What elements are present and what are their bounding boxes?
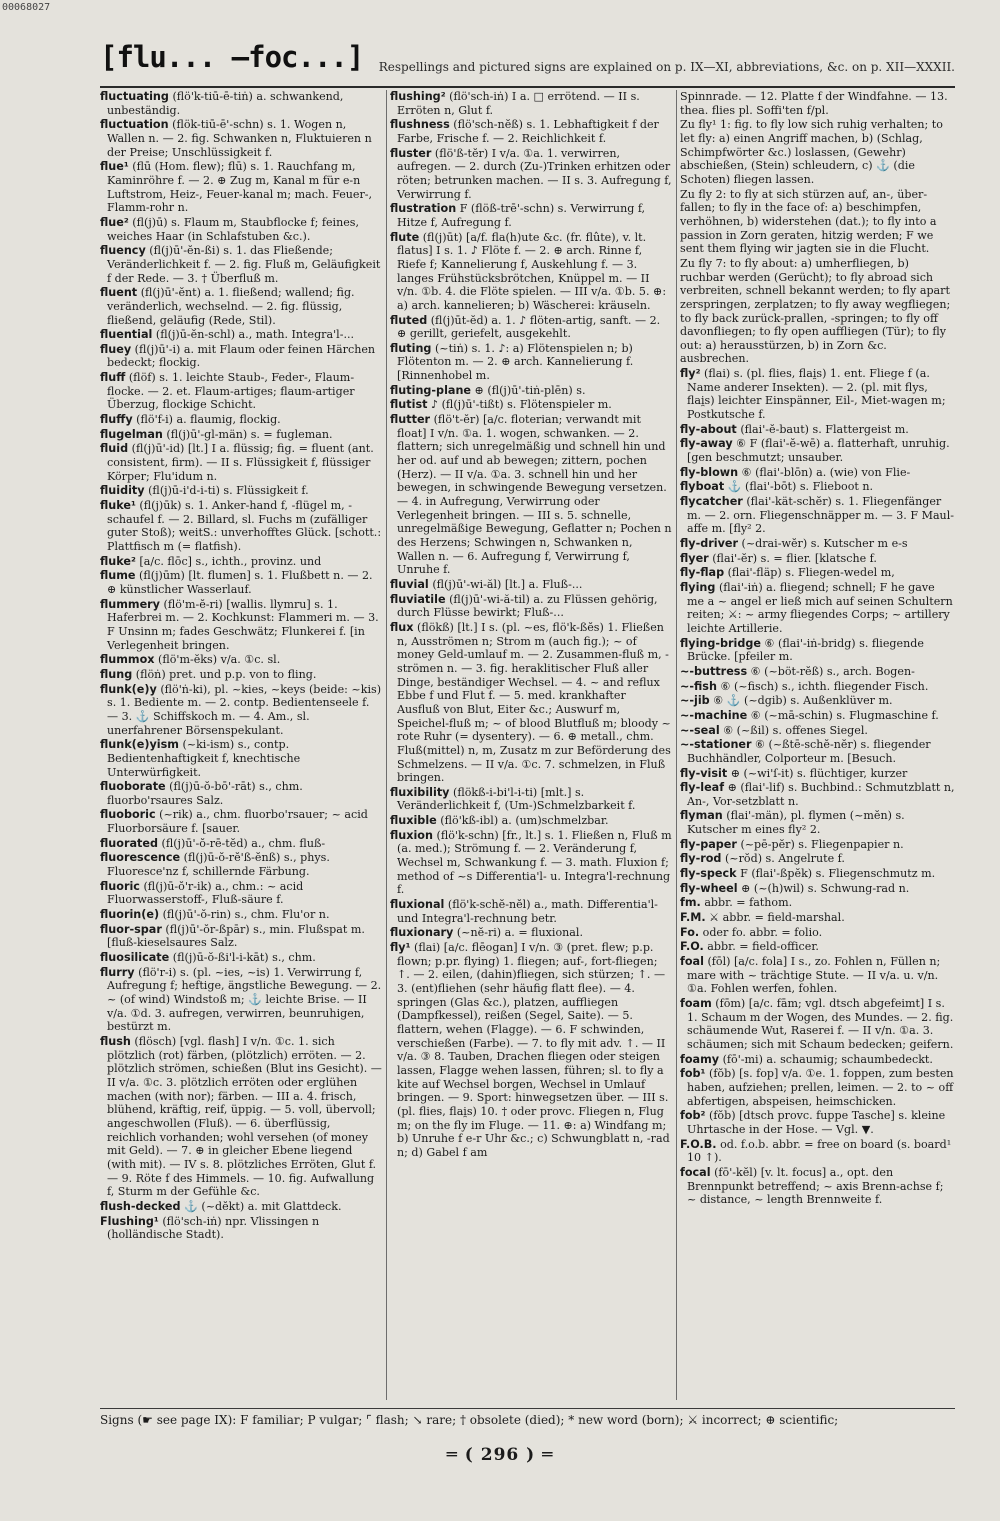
entry-definition: (flai'-ĕ-baut) s. Flattergeist m. [740,422,909,436]
dictionary-entry [100,555,382,569]
entry-definition: ⑥ (flai'-iṅ-bridg) s. fliegende Brücke. [pfeiler m. [687,636,924,664]
entry-headword: flying-bridge [680,636,762,650]
dictionary-entry [100,499,382,554]
entry-definition: (fō'-kĕl) [v. lt. focus] a., opt. den Brennpunkt betreffend; ~ axis Brenn-achse f; ~ distance, ~ length Brennweite f. [687,1165,944,1207]
entry-headword: flue² [100,215,129,229]
entry-headword: fluorated [100,836,158,850]
entry-headword: fluential [100,328,153,342]
dictionary-entry [100,216,382,243]
entry-definition: ⑥ ⚓ (~dgib) s. Außenklüver m. [713,694,893,708]
entry-definition: (fl(j)ūt-ĕd) a. 1. ♪ flöten-artig, sanft. — 2. ⊕ gerillt, geriefelt, ausgekehlt. [397,313,661,341]
entry-definition: (flö't-ĕr) [a/c. floterian; verwandt mit float] I v/n. ①a. 1. wogen, schwanken. — 2. flattern; sich unregelmäßig und schnell hin und her od. auf und ab bewegen; zittern, pochen (Herz). — II v/a. ①a. 3. schnell hin und her bewegen, in schwingende Bewegung versetzen. — 4. in Aufregung, Verwirrung oder Verlegenheit bringen. — III s. 5. schnelle, unregelmäßige Bewegung, Geflatter n; Pochen n des Herzens; Schwingen n, Schwanken n, Wallen n. — 6. Aufregung f, Verwirrung f, Unruhe f. [397,413,672,577]
entry-definition: ⚓ (~dĕkt) a. mit Glattdeck. [184,1199,342,1213]
entry-headword: ~-stationer [680,738,752,752]
dictionary-entry [680,495,955,536]
dictionary-entry [680,867,955,881]
entry-headword: foamy [680,1052,720,1066]
entry-definition: ⑥ (flai'-blōn) a. (wie) von Flie- [741,465,911,479]
entry-headword: fluctuation [100,118,169,132]
entry-headword: flutter [390,413,431,427]
entry-definition: (fōm) [a/c. fām; vgl. dtsch abgefeimt] I s. 1. Schaum m der Wogen, des Mundes. — 2. fig. schäumende Wut, Raserei f. — II v/n. ①a. 3. schäumen; sich mit Schaum bedecken; geifern. [687,997,954,1051]
column-divider [676,90,677,1400]
entry-range-heading: [flu... —foc...] [100,40,364,74]
entry-definition: (~nĕ-ri) a. = fluxional. [456,926,583,940]
entry-definition: (fl(j)ū-ŏ-bō'-rāt) s., chm. fluorbo'rsaures Salz. [107,780,303,807]
dictionary-entry [390,593,672,620]
entry-definition: Zu fly¹ 1: fig. to fly low sich ruhig verhalten; to let fly: a) einen Angriff machen, b) (Schlag, Schimpfwörter &c.) loslassen, (Gewehr) abschießen, (Stein) schleudern, c) ⚓ (die Schoten) fliegen lassen. [680,118,943,186]
entry-headword: fly-visit [680,766,728,780]
dictionary-entry [680,466,955,480]
column-1 [100,90,382,1400]
entry-headword: flyman [680,809,723,823]
dictionary-entry [680,767,955,781]
dictionary-entry [100,286,382,327]
entry-definition: (flö'm-ĕks) v/a. ①c. sl. [158,653,281,667]
dictionary-entry [390,578,672,592]
entry-definition: oder fo. abbr. = folio. [702,925,823,939]
entry-headword: flying [680,580,716,594]
entry-definition: (fŏb) [dtsch provc. fuppe Tasche] s. kleine Uhrtasche in der Hose. — Vgl. ▼. [687,1109,946,1136]
entry-headword: Fo. [680,925,700,939]
entry-definition: (flö'ṅ-ki), pl. ~kies, ~keys (beide: ~kis) s. 1. Bediente m. — 2. contp. Bedientenseele f. — 3. ⚓ Schiffskoch m. — 4. Am., sl. unerfahrener Börsenspekulant. [107,682,382,737]
dictionary-entry [680,665,955,679]
entry-headword: fluting [390,341,432,355]
dictionary-entry [100,328,382,342]
entry-headword: flyboat [680,480,725,494]
entry-definition: ⚓ (flai'-bōt) s. Flieboot n. [727,480,874,494]
entry-definition: (~ki-ism) s., contp. Bedientenhaftigkeit f, knechtische Unterwürfigkeit. [107,738,301,779]
dictionary-entry [680,680,955,694]
column-3 [680,90,955,1400]
dictionary-entry [100,118,382,159]
entry-headword: flutist [390,398,428,412]
entry-definition: (fl(j)ū-i'd-i-ti) s. Flüssigkeit f. [148,484,309,498]
entry-definition: (flai'-ĕr) s. = flier. [klatsche f. [712,551,877,565]
entry-definition: (fl(j)ūt) [a/f. fla(h)ute &c. (fr. flûte), v. lt. flatus] I s. 1. ♪ Flöte f. — 2. ⊕ arch. Rinne f, Riefe f; Kannelierung f, Auskehlung f. — 3. langes Frühstücksbrötchen, Knüppel m. — II v/n. ①b. 4. die Flöte spielen. — III v/a. ①b. 5. ⊕: a) arch. kannelieren; b) Wäscherei: kräuseln. [397,230,667,312]
dictionary-entry [680,1053,955,1067]
dictionary-entry [100,880,382,907]
entry-headword: fluorin(e) [100,908,160,922]
entry-headword: F.O.B. [680,1137,717,1151]
dictionary-entry [680,709,955,723]
page-header [100,40,955,88]
entry-definition: (~rŏd) s. Angelrute f. [724,852,845,866]
dictionary-entry [390,814,672,828]
entry-headword: fluidity [100,484,145,498]
entry-definition: (fl(j)ū'-ŏ-rē-tĕd) a., chm. fluß- [161,836,326,850]
footer-divider [100,1408,955,1409]
dictionary-entry [680,809,955,836]
entry-headword: fluke¹ [100,499,136,513]
entry-definition: ⑥ (~böt-rĕß) s., arch. Bogen- [750,664,915,678]
entry-headword: flugelman [100,427,163,441]
entry-headword: flyer [680,551,709,565]
entry-definition: ⚔ abbr. = field-marshal. [709,911,845,925]
entry-definition: (flösch) [vgl. flash] I v/n. ①c. 1. sich plötzlich (rot) färben, (plötzlich) erröten. — 2. plötzlich strömen, schießen (Blut ins Gesicht). — II v/a. ①c. 3. plötzlich erröten oder erglühen machen (with nor); färben. — III a. 4. frisch, blühend, kräftig, reif, üppig. — 5. voll, übervoll; angeschwollen (Fluß). — 6. überflüssig, reichlich vorhanden; wohl versehen (of money mit Geld). — 7. ⊕ in gleicher Ebene liegend (with mit). — IV s. 8. plötzliches Erröten, Glut f. — 9. Röte f des Himmels. — 10. fig. Aufwallung f, Sturm m der Gefühle &c. [107,1034,382,1199]
entry-definition: (fl(j)ū-ŏ-rĕ'ß-ĕnß) s., phys. Fluoresce'nz f, schillernde Färbung. [107,851,330,879]
dictionary-entry [680,955,955,996]
entry-headword: fluke² [100,554,136,568]
entry-definition: (fl(j)ū'-ĕn-ßi) s. 1. das Fließende; Veränderlichkeit f. — 2. fig. Fluß m, Geläufigkeit f der Rede. — 3. † Überfluß m. [107,244,381,285]
entry-definition: (flö'sch-nĕß) s. 1. Lebhaftigkeit f der Farbe, Frische f. — 2. Reichlichkeit f. [397,118,659,145]
entry-headword: fluffy [100,413,133,427]
dictionary-entry [680,738,955,765]
entry-headword: fluxionary [390,926,454,940]
entry-headword: fly-flap [680,566,725,580]
dictionary-entry [680,90,955,117]
column-2 [390,90,672,1400]
entry-definition: (fl(j)ū'-id) [lt.] I a. flüssig; fig. = fluent (ant. consistent, firm). — II s. Flüssigkeit f, flüssiger Körper; Flu'idum n. [107,442,374,483]
dictionary-entry [680,566,955,580]
entry-definition: (fl(j)ū-ĕn-schl) a., math. Integra'l-... [155,328,355,342]
entry-headword: fluxibility [390,785,450,799]
entry-definition: (flö'kß-ibl) a. (um)schmelzbar. [440,814,609,828]
signs-legend: Signs (☛ see page IX): F familiar; P vulgar; ⌜ flash; ↘ rare; † obsolete (died); * new word (born); ⚔ incorrect; ⊕ scientific; [100,1413,839,1427]
entry-headword: flush-decked [100,1199,181,1213]
dictionary-entry [680,1067,955,1108]
entry-headword: F.O. [680,940,704,954]
dictionary-entry [390,147,672,202]
dictionary-entry [390,231,672,313]
dictionary-entry [680,437,955,464]
entry-definition: Zu fly 7: to fly about: a) umherfliegen, b) ruchbar werden (Gerücht); to fly abroad sich verbreiten, schnell bekannt werden; to fly apart zerspringen, zerplatzen; to fly away wegfliegen; to fly back zurück-prallen, -springen; to fly off davonfliegen; to fly open auffliegen (Tür); to fly out: a) herausstürzen, b) in Zorn &c. ausbrechen. [680,256,951,366]
dictionary-entry [100,951,382,965]
dictionary-entry [680,838,955,852]
entry-definition: ⑥ (~ßil) s. offenes Siegel. [723,723,868,737]
entry-headword: fluvial [390,577,429,591]
dictionary-entry [390,926,672,940]
entry-definition: (flai'-iṅ) a. fliegend; schnell; F he gave me a ~ angel er ließ mich auf seinen Schultern reiten; ⚔: ~ army fliegendes Corps; ~ artillery leichte Artillerie. [687,580,953,635]
entry-headword: ~-fish [680,679,717,693]
entry-headword: fly-rod [680,852,722,866]
entry-definition: (fl(j)ū) s. Flaum m, Staubflocke f; feines, weiches Haar (in Schlafstuben &c.). [107,215,360,243]
dictionary-entry [100,966,382,1034]
entry-definition: (flö'ß-tĕr) I v/a. ①a. 1. verwirren, aufregen. — 2. durch (Zu-)Trinken erhitzen oder röten; betrunken machen. — II s. 3. Aufregung f, Verwirrung f. [397,146,672,201]
entry-definition: (~pē-pĕr) s. Fliegenpapier n. [740,837,904,851]
dictionary-entry [680,911,955,925]
dictionary-entry [100,668,382,682]
dictionary-entry [680,1109,955,1136]
entry-headword: fob² [680,1109,706,1123]
entry-headword: Flushing¹ [100,1214,159,1228]
entry-headword: fluctuating [100,90,169,103]
dictionary-entry [680,926,955,940]
entry-definition: Zu fly 2: to fly at sich stürzen auf, an-, über-fallen; to fly in the face of: a) beschimpfen, verhöhnen, b) widerstehen (dat.); to fly into a passion in Zorn geraten, hitzig werden; F we sent them flying wir jagten sie in die Flucht. [680,187,937,256]
entry-definition: (flö'sch-iṅ) I a. □ errötend. — II s. Erröten n, Glut f. [397,90,640,117]
entry-definition: ⑥ (~mā-schin) s. Flugmaschine f. [750,708,939,722]
entry-headword: fly-paper [680,837,737,851]
entry-headword: flux [390,620,414,634]
dictionary-entry [390,202,672,229]
entry-definition: ⑥ (~fisch) s., ichth. fliegender Fisch. [720,679,929,693]
entry-definition: Spinnrade. — 12. Platte f der Windfahne. — 13. thea. flies pl. Soffi'ten f/pl. [680,90,948,117]
entry-headword: fob¹ [680,1067,706,1081]
dictionary-entry [100,484,382,498]
entry-headword: flush [100,1034,131,1048]
entry-definition: F (flöß-trē'-schn) s. Verwirrung f, Hitze f, Aufregung f. [397,202,646,229]
entry-headword: fluting-plane [390,383,472,397]
entry-definition: ⊕ (flai'-lif) s. Buchbind.: Schmutzblatt n, An-, Vor-setzblatt n. [687,781,955,808]
dictionary-entry [390,941,672,1160]
entry-definition: ⊕ (~wi'ſ-it) s. flüchtiger, kurzer [730,766,908,780]
dictionary-entry [390,90,672,117]
dictionary-entry [680,1166,955,1207]
dictionary-entry [100,428,382,442]
dictionary-entry [100,160,382,215]
entry-definition: (flö'm-ĕ-ri) [wallis. llymru] s. 1. Haferbrei m. — 2. Kochkunst: Flammeri m. — 3. F Unsinn m; fades Geschwätz; Flunkerei f. [in Verlegenheit bringen. [107,597,379,652]
entry-definition: abbr. = fathom. [704,896,793,910]
entry-definition: ⊕ (~(h)wil) s. Schwung-rad n. [741,881,910,895]
dictionary-entry [680,367,955,422]
entry-headword: flunk(e)yism [100,738,179,752]
entry-definition: (flöf) s. 1. leichte Staub-, Feder-, Flaum-flocke. — 2. et. Flaum-artiges; flaum-artiger Überzug, flockige Schicht. [107,371,355,412]
entry-headword: flycatcher [680,495,743,509]
dictionary-entry [100,780,382,807]
entry-headword: focal [680,1165,711,1179]
entry-headword: fluxion [390,828,433,842]
entry-headword: flue¹ [100,160,129,174]
dictionary-entry [390,829,672,897]
entry-definition: (fl(j)ūm) [lt. flumen] s. 1. Flußbett n. — 2. ⊕ künstlicher Wasserlauf. [107,569,373,596]
dictionary-entry [390,413,672,577]
entry-headword: ~-buttress [680,664,748,678]
entry-headword: fluted [390,313,428,327]
entry-definition: (fl(j)ū'-ŏr-ßpār) s., min. Flußspat m. [fluß-kieselsaures Salz. [107,922,365,950]
dictionary-entry [100,371,382,412]
entry-headword: fly-speck [680,867,737,881]
dictionary-entry [100,413,382,427]
entry-definition: od. f.o.b. abbr. = free on board (s. board¹ 10 ↑). [687,1137,952,1165]
dictionary-entry [680,896,955,910]
entry-headword: fluoborate [100,780,166,794]
entry-headword: fluxional [390,898,445,912]
dictionary-entry [390,786,672,813]
entry-definition: F (flai'-ßpĕk) s. Fliegenschmutz m. [740,867,936,881]
dictionary-entry [100,1200,382,1214]
entry-definition: (flai) [a/c. flēogan] I v/n. ③ (pret. flew; p.p. flown; p.pr. flying) 1. fliegen; auf-, fort-fliegen; ↑. — 2. eilen, (dahin)fliegen, sich stürzen; ↑. — 3. (ent)fliehen (sehr häufig flatt flee). — 4. springen (Glas &c.), platzen, auffliegen (Dampfkessel), reißen (Segel, Saite). — 5. flattern, wehen (Flagge). — 6. F schwinden, verschießen (Farbe). — 7. to fly mit adv. ↑. — II v/a. ③ 8. Tauben, Drachen fliegen oder steigen lassen, Flagge wehen lassen, führen; sl. to fly a kite auf Wechsel borgen, Wechsel in Umlauf bringen. — 9. Sport: hinwegsetzen über. — III s. (pl. flies, flai̯s) 10. † oder provc. Fliegen n, Flug m; on the fly im Fluge. — 11. ⊕: a) Windfang m; b) Unruhe f e-r Uhr &c.; c) Schwungblatt n, -rad n; d) Gabel f am [397,941,670,1159]
entry-headword: flummery [100,597,160,611]
entry-headword: fly² [680,367,701,381]
dictionary-entry [680,694,955,708]
entry-headword: foam [680,997,712,1010]
dictionary-entry [100,923,382,950]
entry-headword: fly-wheel [680,881,738,895]
entry-definition: (flö'f-i) a. flaumig, flockig. [136,413,281,427]
entry-headword: ~-jib [680,694,710,708]
entry-definition: (fōl) [a/c. fola] I s., zo. Fohlen n, Füllen n; mare with ~ trächtige Stute. — II v/a. u. v/n. ①a. Fohlen werfen, fohlen. [687,955,941,996]
entry-definition: (flū (Hom. flew); flū) s. 1. Rauchfang m, Kaminröhre f. — 2. ⊕ Zug m, Kanal m für e-n Luftstrom, Heiz-, Feuer-kanal m; mach. Feuer-, Flamm-rohr n. [107,160,373,215]
entry-headword: ~-seal [680,723,720,737]
dictionary-entry [680,781,955,808]
dictionary-entry [680,423,955,437]
dictionary-entry [100,1215,382,1242]
entry-definition: (flai'-män), pl. flymen (~mĕn) s. Kutscher m eines fly² 2. [687,809,905,837]
entry-definition: abbr. = field-officer. [707,940,819,954]
entry-headword: flustration [390,202,457,216]
scan-id: 00068027 [2,2,51,13]
column-divider [386,90,387,1400]
entry-headword: F.M. [680,911,706,925]
entry-headword: fluid [100,442,129,456]
dictionary-entry [680,552,955,566]
entry-headword: fly-driver [680,537,738,550]
page-number: ═ ( 296 ) ═ [446,1445,554,1465]
dictionary-entry [680,480,955,494]
entry-definition: (fl(j)ū'-gl-män) s. = fugleman. [166,427,333,441]
entry-headword: foal [680,955,704,969]
entry-definition: ⑥ (~ßtē-schĕ-nĕr) s. fliegender Buchhändler, Colporteur m. [Besuch. [687,738,931,765]
entry-headword: flurry [100,965,135,979]
dictionary-entry [680,188,955,256]
entry-headword: fly-leaf [680,781,725,795]
entry-headword: fluosilicate [100,951,170,965]
dictionary-entry [680,997,955,1052]
entry-headword: fluent [100,286,138,300]
entry-definition: (flö'k-schĕ-nĕl) a., math. Differentia'l- und Integra'l-rechnung betr. [397,898,658,925]
entry-headword: flunk(e)y [100,682,157,696]
dictionary-entry [100,1035,382,1199]
dictionary-entry [100,653,382,667]
entry-definition: (flai'-kät-schĕr) s. 1. Fliegenfänger m. — 2. orn. Fliegenschnäpper m. — 3. F Maul-affe m. [fly² 2. [687,495,955,536]
entry-definition: (~tiṅ) s. 1. ♪: a) Flötenspielen n; b) Flötenton m. — 2. ⊕ arch. Kannelierung f. [Rinnenhobel m. [397,341,634,383]
dictionary-entry [680,537,955,551]
dictionary-entry [680,637,955,664]
dictionary-entry [680,257,955,366]
header-note: Respellings and pictured signs are explained on p. IX—XI, abbreviations, &c. on p. XII—XXXII. [378,60,955,74]
entry-definition: (flöṅ) pret. und p.p. von to fling. [135,667,317,681]
entry-headword: fluoboric [100,808,156,822]
entry-headword: fluey [100,342,132,356]
entry-definition: (fl(j)ū'-wi-ă-til) a. zu Flüssen gehörig, durch Flüsse bewirkt; Fluß-... [397,592,658,620]
dictionary-entry [390,384,672,398]
entry-definition: (fō'-mi) a. schaumig; schaumbedeckt. [722,1052,933,1066]
dictionary-entry [100,442,382,483]
entry-headword: fly-blown [680,465,739,479]
entry-definition: (fl(j)ū-ŏ-ßi'l-i-kāt) s., chm. [172,951,316,965]
entry-definition: (fl(j)ū-ŏ'r-ik) a., chm.: ~ acid Fluorwasserstoff-, Fluß-säure f. [107,879,304,907]
entry-definition: (fl(j)ūk) s. 1. Anker-hand f, -flügel m, -schaufel f. — 2. Billard, sl. Fuchs m (zufälliger guter Stoß); weitS.: unverhofftes Glück. [schott.: Plattfisch m (= flatfish). [107,499,382,553]
entry-definition: (~rik) a., chm. fluorbo'rsauer; ~ acid Fluorborsäure f. [sauer. [107,808,368,836]
dictionary-entry [680,852,955,866]
entry-definition: (flai'-fläp) s. Fliegen-wedel m, [727,566,895,580]
entry-headword: fluoric [100,879,140,893]
entry-definition: (flökß-i-bi'l-i-ti) [mlt.] s. Veränderlichkeit f, (Um-)Schmelzbarkeit f. [397,785,636,813]
entry-definition: ♪ (fl(j)ū'-tißt) s. Flötenspieler m. [430,398,612,412]
entry-headword: flushing² [390,90,446,103]
entry-definition: (fl(j)ū'-i) a. mit Flaum oder feinen Härchen bedeckt; flockig. [107,342,376,370]
entry-definition: (fl(j)ū'-wi-ăl) [lt.] a. Fluß-... [432,577,583,591]
entry-headword: fluxible [390,814,437,828]
dictionary-entry [100,683,382,738]
dictionary-columns [100,90,955,1400]
entry-definition: (~drai-wĕr) s. Kutscher m e-s [741,537,908,550]
entry-definition: (flök-tiū-ē'-schn) s. 1. Wogen n, Wallen n. — 2. fig. Schwanken n, Fluktuieren n der Preise; Unschlüssigkeit f. [107,118,372,159]
dictionary-entry [680,118,955,186]
dictionary-entry [100,837,382,851]
dictionary-entry [390,342,672,383]
entry-headword: flushness [390,118,450,132]
dictionary-entry [100,343,382,370]
entry-headword: fly-about [680,422,737,436]
entry-definition: [a/c. flōc] s., ichth., provinz. und [139,554,322,568]
entry-headword: flute [390,230,420,244]
dictionary-entry [100,244,382,285]
entry-headword: fly¹ [390,941,411,955]
entry-definition: (flö'k-schn) [fr., lt.] s. 1. Fließen n, Fluß m (a. med.); Strömung f. — 2. Veränderung f, Wechsel m, Schwankung f. — 3. math. Fluxion f; method of ~s Differentia'l- u. Integra'l-rechnung f. [397,828,672,897]
entry-headword: fluviatile [390,592,446,606]
entry-headword: fluff [100,371,126,385]
entry-definition: (flö'k-tiū-ē-tiṅ) a. schwankend, unbeständig. [107,90,344,117]
entry-definition: (flökß) [lt.] I s. (pl. ~es, flö'k-ßĕs) 1. Fließen n, Ausströmen n; Strom m (auch fig.); ~ of money Geld-umlauf m. — 2. Zusammen-fluß m, -strömen n. — 3. fig. heraklitischer Fluß aller Dinge, beständiger Wechsel. — 4. ~ and reflux Ebbe f und Flut f. — 5. med. krankhafter Ausfluß von Blut, Eiter &c.; Auswurf m, Speichel-fluß m; ~ of blood Blutfluß m; bloody ~ rote Ruhr (= dysentery). — 6. ⊕ metall., chm. Fluß(mittel) n, m, Zusatz m zur Beförderung des Schmelzens. — II v/a. ①c. 7. schmelzen, in Fluß bringen. [397,620,671,785]
entry-headword: fm. [680,896,701,910]
dictionary-entry [680,1138,955,1165]
dictionary-entry [100,598,382,653]
dictionary-entry [390,398,672,412]
entry-definition: ⑥ F (flai'-ĕ-wē) a. flatterhaft, unruhig. [gen beschmutzt; unsauber. [687,437,950,465]
dictionary-entry [680,581,955,636]
dictionary-entry [680,882,955,896]
entry-definition: (fl(j)ū'-ĕnt) a. 1. fließend; wallend; fig. veränderlich, wechselnd. — 2. fig. flüssig, fließend, geläufig (Rede, Stil). [107,286,355,327]
dictionary-entry [390,621,672,785]
dictionary-entry [100,738,382,779]
dictionary-entry [100,908,382,922]
dictionary-entry [390,898,672,925]
dictionary-entry [100,808,382,835]
dictionary-entry [100,90,382,117]
entry-definition: ⊕ (fl(j)ū'-tiṅ-plēn) s. [474,383,586,397]
entry-headword: flummox [100,653,155,667]
entry-headword: fluor-spar [100,922,162,936]
entry-headword: fly-away [680,437,733,451]
entry-definition: (flai) s. (pl. flies, flai̯s) 1. ent. Fliege f (a. Name anderer Insekten). — 2. (pl. mit flys, flai̯s) leichter Einspänner, Eil-, Miet-wagen m; Postkutsche f. [687,367,946,422]
dictionary-entry [680,724,955,738]
entry-definition: (flö'sch-iṅ) npr. Vlissingen n (holländische Stadt). [107,1214,320,1242]
dictionary-entry [100,851,382,878]
entry-headword: flume [100,569,136,583]
dictionary-entry [390,118,672,145]
entry-headword: flung [100,667,133,681]
entry-headword: fluster [390,146,432,160]
entry-definition: (fl(j)ū'-ŏ-rin) s., chm. Flu'or n. [162,908,330,922]
dictionary-entry [100,569,382,596]
dictionary-entry [390,314,672,341]
entry-definition: (flö'r-i) s. (pl. ~ies, ~is) 1. Verwirrung f, Aufregung f; heftige, ängstliche Bewegung. — 2. ~ (of wind) Windstoß m; ⚓ leichte Brise. — II v/a. ①d. 3. aufregen, verwirren, beunruhigen, bestürzt m. [107,965,382,1034]
entry-headword: ~-machine [680,708,748,722]
entry-headword: fluency [100,244,146,258]
dictionary-entry [680,940,955,954]
entry-definition: (fŏb) [s. fop] v/a. ①e. 1. foppen, zum besten haben, aufziehen; prellen, leimen. — 2. to ~ off abfertigen, abspeisen, heimschicken. [687,1067,954,1108]
entry-headword: fluorescence [100,851,181,865]
